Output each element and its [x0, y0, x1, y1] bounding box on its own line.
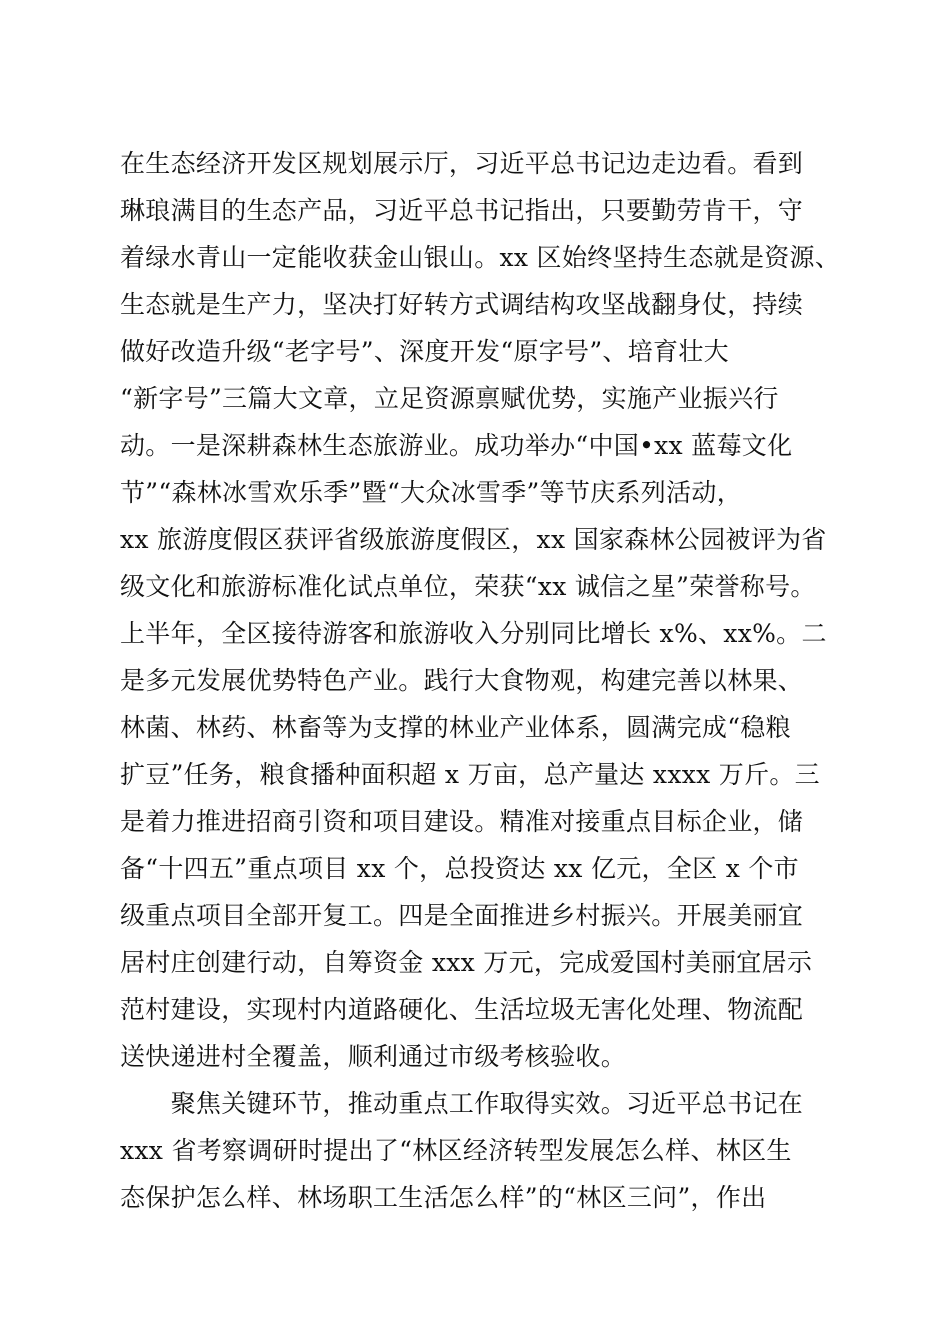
text-line: 生态就是生产力，坚决打好转方式调结构攻坚战翻身仗，持续 [120, 290, 804, 319]
text-line: 是多元发展优势特色产业。践行大食物观，构建完善以林果、 [120, 666, 804, 695]
text-line: xx 旅游度假区获评省级旅游度假区，xx 国家森林公园被评为省 [120, 525, 827, 554]
text-line: 动。一是深耕森林生态旅游业。成功举办“中国•xx 蓝莓文化 [120, 431, 793, 460]
text-line: 是着力推进招商引资和项目建设。精准对接重点目标企业，储 [120, 807, 804, 836]
paragraph-1 [120, 140, 840, 1080]
document-body [120, 140, 840, 1221]
text-line: 着绿水青山一定能收获金山银山。xx 区始终坚持生态就是资源、 [120, 243, 841, 272]
text-line: 居村庄创建行动，自筹资金 xxx 万元，完成爱国村美丽宜居示 [120, 948, 813, 977]
text-line: 级文化和旅游标准化试点单位，荣获“xx 诚信之星”荣誉称号。 [120, 572, 816, 601]
text-line: 聚焦关键环节，推动重点工作取得实效。习近平总书记在 [120, 1089, 804, 1118]
text-line: 扩豆”任务，粮食播种面积超 x 万亩，总产量达 xxxx 万斤。三 [120, 760, 820, 789]
text-line: 琳琅满目的生态产品，习近平总书记指出，只要勤劳肯干，守 [120, 196, 804, 225]
text-line: xxx 省考察调研时提出了“林区经济转型发展怎么样、林区生 [120, 1136, 792, 1165]
text-line: 送快递进村全覆盖，顺利通过市级考核验收。 [120, 1042, 627, 1071]
paragraph-2 [120, 1080, 840, 1221]
text-line: “新字号”三篇大文章，立足资源禀赋优势，实施产业振兴行 [120, 384, 779, 413]
text-line: 节”“森林冰雪欢乐季”暨“大众冰雪季”等节庆系列活动， [120, 478, 743, 507]
text-line: 备“十四五”重点项目 xx 个，总投资达 xx 亿元，全区 x 个市 [120, 854, 799, 883]
text-line: 级重点项目全部开复工。四是全面推进乡村振兴。开展美丽宜 [120, 901, 804, 930]
text-line: 上半年，全区接待游客和旅游收入分别同比增长 x%、xx%。二 [120, 619, 827, 648]
text-line: 在生态经济开发区规划展示厅，习近平总书记边走边看。看到 [120, 149, 804, 178]
text-line: 范村建设，实现村内道路硬化、生活垃圾无害化处理、物流配 [120, 995, 804, 1024]
text-line: 态保护怎么样、林场职工生活怎么样”的“林区三问”，作出 [120, 1183, 767, 1212]
text-line: 林菌、林药、林畜等为支撑的林业产业体系，圆满完成“稳粮 [120, 713, 791, 742]
text-line: 做好改造升级“老字号”、深度开发“原字号”、培育壮大 [120, 337, 729, 366]
